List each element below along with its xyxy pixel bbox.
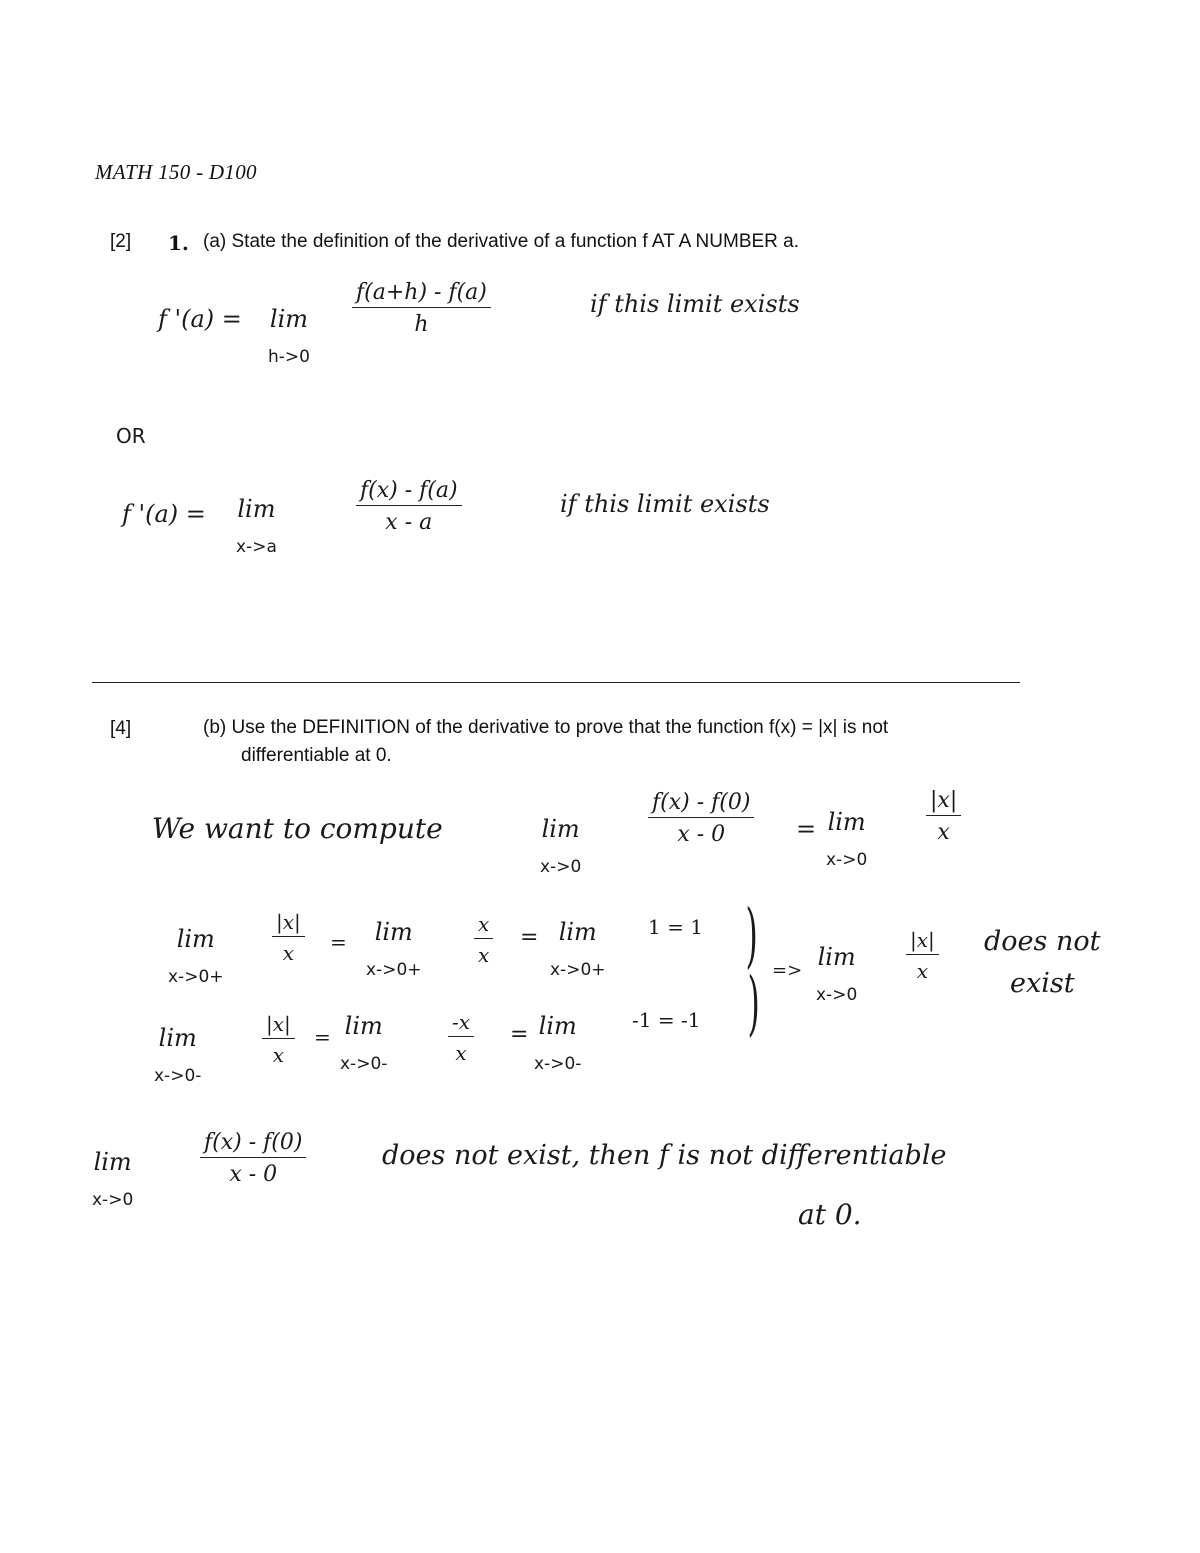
fraction-numerator: f(x) - f(0) [200, 1130, 306, 1158]
left-limit [340, 1012, 387, 1074]
fraction-denominator: x [455, 1041, 467, 1065]
fraction-numerator: |x| [906, 928, 939, 955]
lim-label: lim [93, 1148, 132, 1176]
lim-subscript: x->0 [92, 1190, 134, 1210]
abs-x-over-x [906, 928, 939, 983]
fraction-numerator: |x| [926, 788, 961, 816]
exist-text: exist [1010, 968, 1075, 999]
fraction-denominator: x [478, 943, 490, 967]
fraction-numerator: |x| [262, 1012, 295, 1039]
marks-q1b: [4] [110, 718, 132, 739]
lim-label: lim [538, 1012, 577, 1040]
neg-x-over-x [448, 1010, 474, 1065]
lim-label: lim [237, 495, 276, 523]
difference-quotient-h [352, 280, 491, 337]
lim-subscript: x->0 [816, 985, 858, 1005]
lim-label: lim [344, 1012, 383, 1040]
difference-quotient-0 [648, 790, 754, 847]
lim-subscript: x->0 [540, 857, 582, 877]
equals-sign: = [520, 925, 539, 950]
fraction-denominator: x [282, 941, 295, 965]
marks-q1a: [2] [110, 231, 132, 252]
limit-x-to-0 [826, 808, 867, 870]
question-1b-text-line2: differentiable at 0. [241, 745, 392, 766]
fraction-denominator: h [414, 312, 429, 337]
lim-label: lim [374, 918, 413, 946]
course-header: MATH 150 - D100 [95, 160, 257, 184]
limit-condition-alt: if this limit exists [560, 490, 770, 518]
equals-sign: = [796, 815, 817, 843]
fraction-numerator: f(a+h) - f(a) [352, 280, 491, 308]
derivative-lhs: f '(a) = [158, 305, 242, 333]
lim-label: lim [541, 815, 580, 843]
limit-x-to-a [236, 495, 277, 557]
fraction-numerator: f(x) - f(0) [648, 790, 754, 818]
lim-label: lim [176, 925, 215, 953]
lim-subscript: x->0+ [550, 960, 606, 980]
or-label: OR [116, 424, 146, 448]
right-limit-result: 1 = 1 [648, 915, 703, 939]
abs-x-over-x [926, 788, 961, 845]
lim-label: lim [558, 918, 597, 946]
right-limit [550, 918, 606, 980]
derivative-lhs-alt: f '(a) = [122, 500, 206, 528]
right-limit [168, 925, 224, 987]
fraction-denominator: x - 0 [677, 822, 726, 847]
implies-arrow: => [772, 960, 803, 981]
limit-x-to-0 [540, 815, 581, 877]
x-over-x [474, 912, 493, 967]
limit-h [268, 305, 310, 367]
equals-sign: = [330, 930, 347, 954]
lim-label: lim [817, 943, 856, 971]
limit-condition: if this limit exists [590, 290, 800, 318]
right-limit [366, 918, 422, 980]
fraction-numerator: |x| [272, 910, 305, 937]
lim-subscript: x->0- [154, 1066, 202, 1086]
fraction-numerator: x [474, 912, 493, 939]
limit-x-to-0 [816, 943, 857, 1005]
lim-subscript: x->0+ [168, 967, 224, 987]
lim-label: lim [827, 808, 866, 836]
question-number: 1. [168, 231, 189, 255]
lim-subscript: x->0- [534, 1054, 582, 1074]
closing-brace-top: ) [745, 894, 758, 976]
lim-subscript: h->0 [268, 347, 310, 367]
lim-subscript: x->0 [826, 850, 868, 870]
lim-subscript: x->0- [340, 1054, 388, 1074]
difference-quotient-0 [200, 1130, 306, 1187]
equals-sign: = [510, 1022, 529, 1047]
conclusion-end: at 0. [798, 1198, 862, 1231]
abs-x-over-x [272, 910, 305, 965]
left-limit [154, 1024, 201, 1086]
fraction-denominator: x - 0 [229, 1162, 278, 1187]
fraction-denominator: x [916, 959, 929, 983]
intro-text: We want to compute [152, 812, 443, 845]
section-divider [92, 682, 1020, 683]
difference-quotient-x [356, 478, 462, 535]
equals-sign: = [314, 1025, 331, 1049]
abs-x-over-x [262, 1012, 295, 1067]
left-limit-result: -1 = -1 [632, 1008, 701, 1032]
fraction-numerator: f(x) - f(a) [356, 478, 462, 506]
limit-x-to-0 [92, 1148, 133, 1210]
lim-label: lim [158, 1024, 197, 1052]
lim-subscript: x->0+ [366, 960, 422, 980]
fraction-denominator: x - a [385, 510, 433, 535]
conclusion-text: does not exist, then f is not differentiable [382, 1140, 947, 1171]
lim-subscript: x->a [236, 537, 277, 557]
does-not-text: does not [984, 926, 1101, 957]
question-1b-text-line1: (b) Use the DEFINITION of the derivative to prove that the function f(x) = |x| is not [203, 717, 889, 738]
left-limit [534, 1012, 581, 1074]
lim-label: lim [269, 305, 309, 333]
fraction-numerator: -x [448, 1010, 474, 1037]
question-1a-text: (a) State the definition of the derivative of a function f AT A NUMBER a. [203, 231, 800, 252]
closing-brace-bottom: ) [747, 962, 760, 1044]
fraction-denominator: x [937, 820, 950, 845]
fraction-denominator: x [272, 1043, 285, 1067]
